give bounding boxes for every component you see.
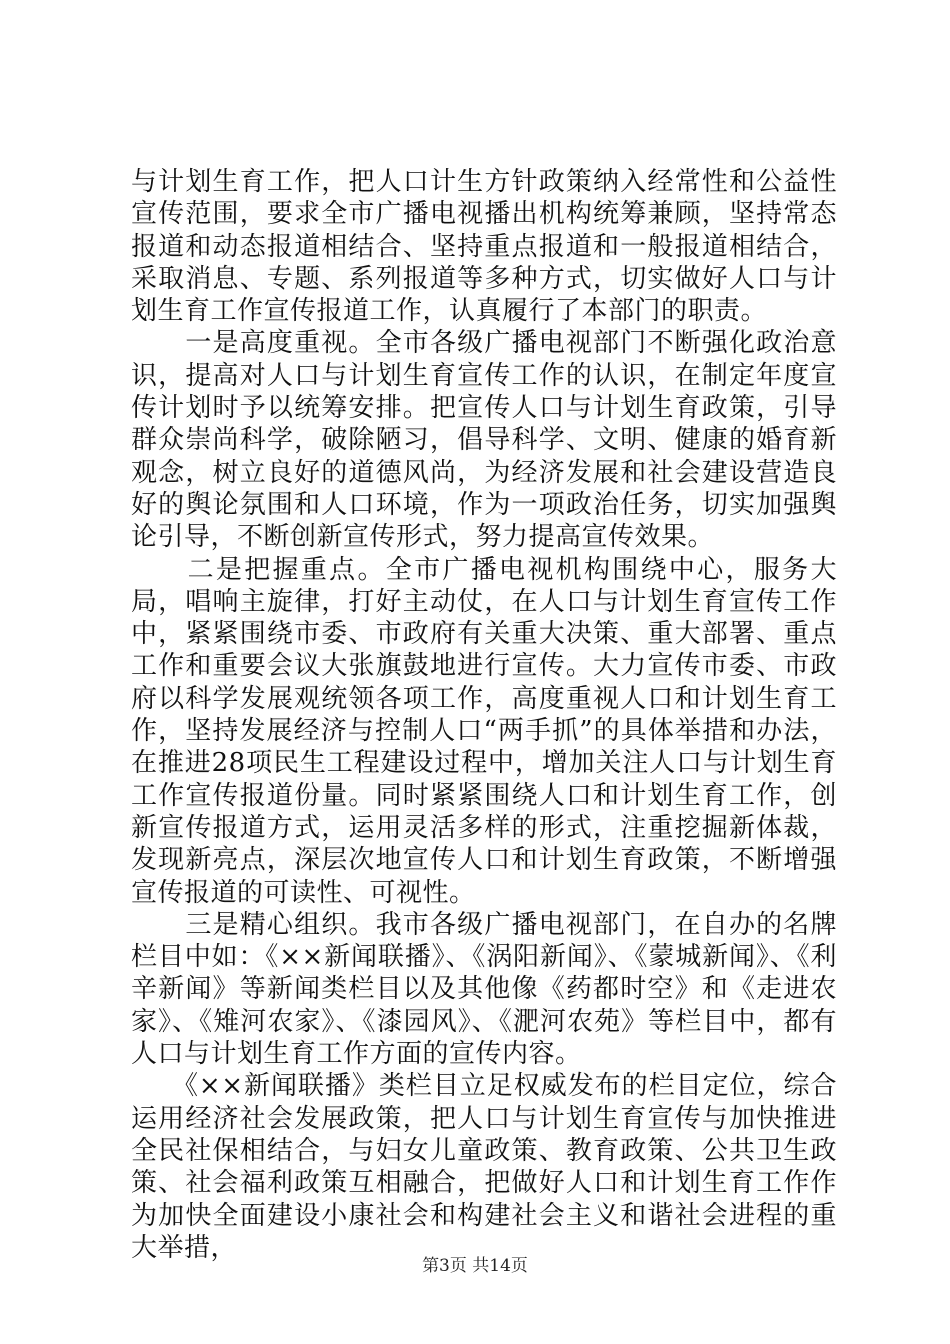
- paragraph-4: 三是精心组织。我市各级广播电视部门，在自办的名牌栏目中如：《××新闻联播》、《涡阳新闻》、《蒙城新闻》、《利辛新闻》等新闻类栏目以及其他像《药都时空》和《走进农家》、《雉河农家》、《漆园风》、《淝河农苑》等栏目中，都有人口与计划生育工作方面的宣传内容。: [131, 909, 837, 1070]
- paragraph-1: 与计划生育工作，把人口计生方针政策纳入经常性和公益性宣传范围，要求全市广播电视播出机构统筹兼顾，坚持常态报道和动态报道相结合、坚持重点报道和一般报道相结合，采取消息、专题、系列报道等多种方式，切实做好人口与计划生育工作宣传报道工作，认真履行了本部门的职责。: [131, 167, 837, 327]
- document-body: [131, 166, 837, 1264]
- page-number: 第3页 共14页: [422, 1256, 528, 1276]
- page-footer: [0, 1256, 950, 1276]
- paragraph-5: 《××新闻联播》类栏目立足权威发布的栏目定位，综合运用经济社会发展政策，把人口与计划生育宣传与加快推进全民社保相结合，与妇女儿童政策、教育政策、公共卫生政策、社会福利政策互相融合，把做好人口和计划生育工作作为加快全面建设小康社会和构建社会主义和谐社会进程的重大举措，: [131, 1071, 837, 1263]
- paragraph-2: 一是高度重视。全市各级广播电视部门不断强化政治意识，提高对人口与计划生育宣传工作的认识，在制定年度宣传计划时予以统筹安排。把宣传人口与计划生育政策，引导群众崇尚科学，破除陋习，倡导科学、文明、健康的婚育新观念，树立良好的道德风尚，为经济发展和社会建设营造良好的舆论氛围和人口环境，作为一项政治任务，切实加强舆论引导，不断创新宣传形式，努力提高宣传效果。: [131, 328, 837, 553]
- paragraph-3: 二是把握重点。全市广播电视机构围绕中心，服务大局，唱响主旋律，打好主动仗，在人口与计划生育宣传工作中，紧紧围绕市委、市政府有关重大决策、重大部署、重点工作和重要会议大张旗鼓地进行宣传。大力宣传市委、市政府以科学发展观统领各项工作，高度重视人口和计划生育工作，坚持发展经济与控制人口“两手抓”的具体举措和办法，在推进28项民生工程建设过程中，增加关注人口与计划生育工作宣传报道份量。同时紧紧围绕人口和计划生育工作，创新宣传报道方式，运用灵活多样的形式，注重挖掘新体裁，发现新亮点，深层次地宣传人口和计划生育政策，不断增强宣传报道的可读性、可视性。: [131, 554, 837, 908]
